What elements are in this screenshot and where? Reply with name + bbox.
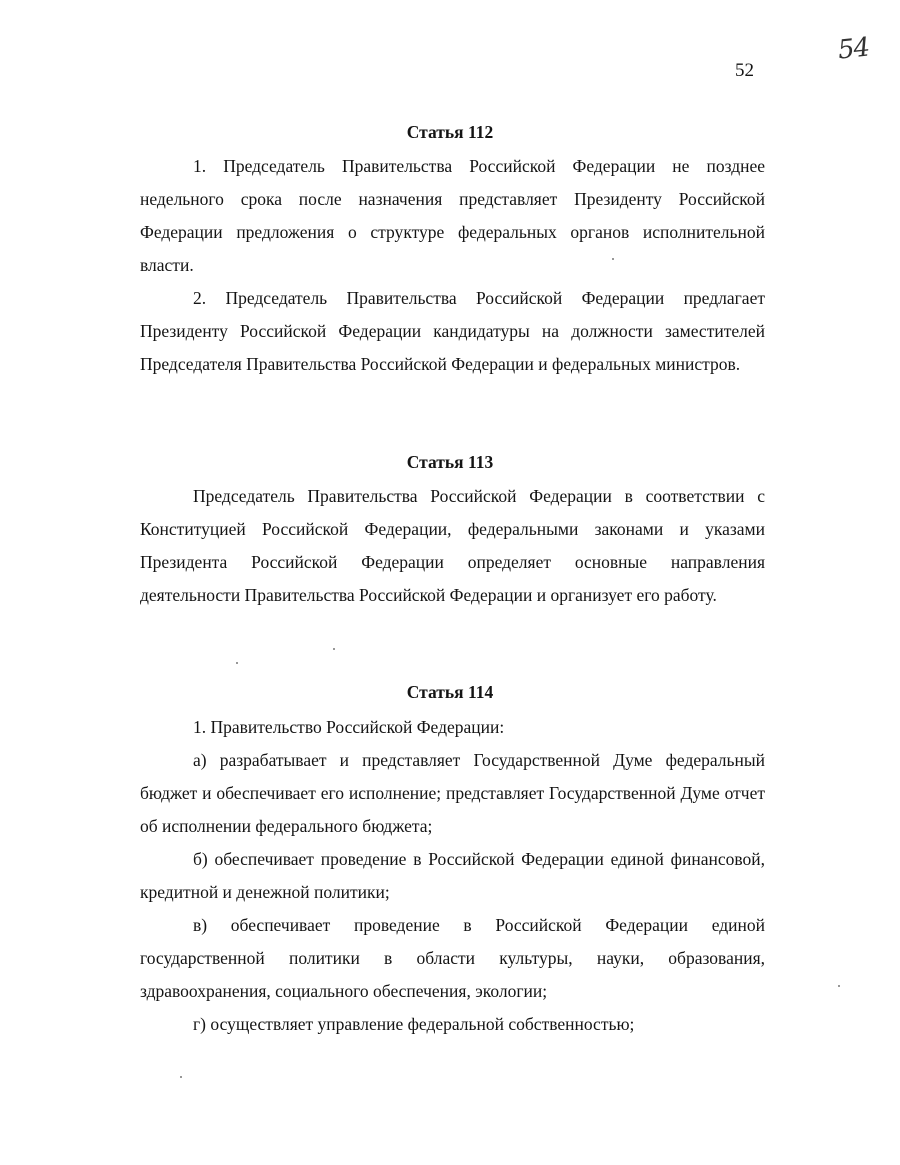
scan-speck [612, 258, 614, 260]
scan-speck [236, 662, 238, 664]
page-number: 52 [735, 60, 754, 81]
article-114-item-a: а) разрабатывает и представляет Государственной Думе федеральный бюджет и обеспечивает его исполнение; представляет Государственной Думе отчет об исполнении федерального бюджета; [140, 750, 765, 836]
article-114-title: Статья 114 [406, 682, 494, 702]
article-112-paragraph-1: 1. Председатель Правительства Российской Федерации не позднее недельного срока после назначения представляет Президенту Российской Федерации предложения о структуре федеральных органов исполнительной власти. [140, 156, 765, 275]
scan-speck [838, 985, 840, 987]
article-114-item-g: г) осуществляет управление федеральной собственностью; [193, 1014, 635, 1034]
article-113-paragraph-1: Председатель Правительства Российской Федерации в соответствии с Конституцией Российской Федерации, федеральными законами и указами Президента Российской Федерации определяет основные направления деятельности Правительства Российской Федерации и организует его работу. [140, 486, 765, 605]
handwritten-page-number: 54 [836, 32, 871, 66]
scan-speck [180, 1076, 182, 1078]
article-113-title: Статья 113 [406, 452, 494, 472]
article-112-paragraph-2: 2. Председатель Правительства Российской Федерации предлагает Президенту Российской Федерации кандидатуры на должности заместителей Председателя Правительства Российской Федерации и федеральных министров. [140, 288, 765, 374]
article-114-item-b: б) обеспечивает проведение в Российской Федерации единой финансовой, кредитной и денежной политики; [140, 849, 765, 902]
article-114-item-v: в) обеспечивает проведение в Российской Федерации единой государственной политики в области культуры, науки, образования, здравоохранения, социального обеспечения, экологии; [140, 915, 765, 1001]
scan-speck [333, 648, 335, 650]
article-114-paragraph-1: 1. Правительство Российской Федерации: [193, 717, 505, 737]
article-112-title: Статья 112 [406, 122, 494, 142]
